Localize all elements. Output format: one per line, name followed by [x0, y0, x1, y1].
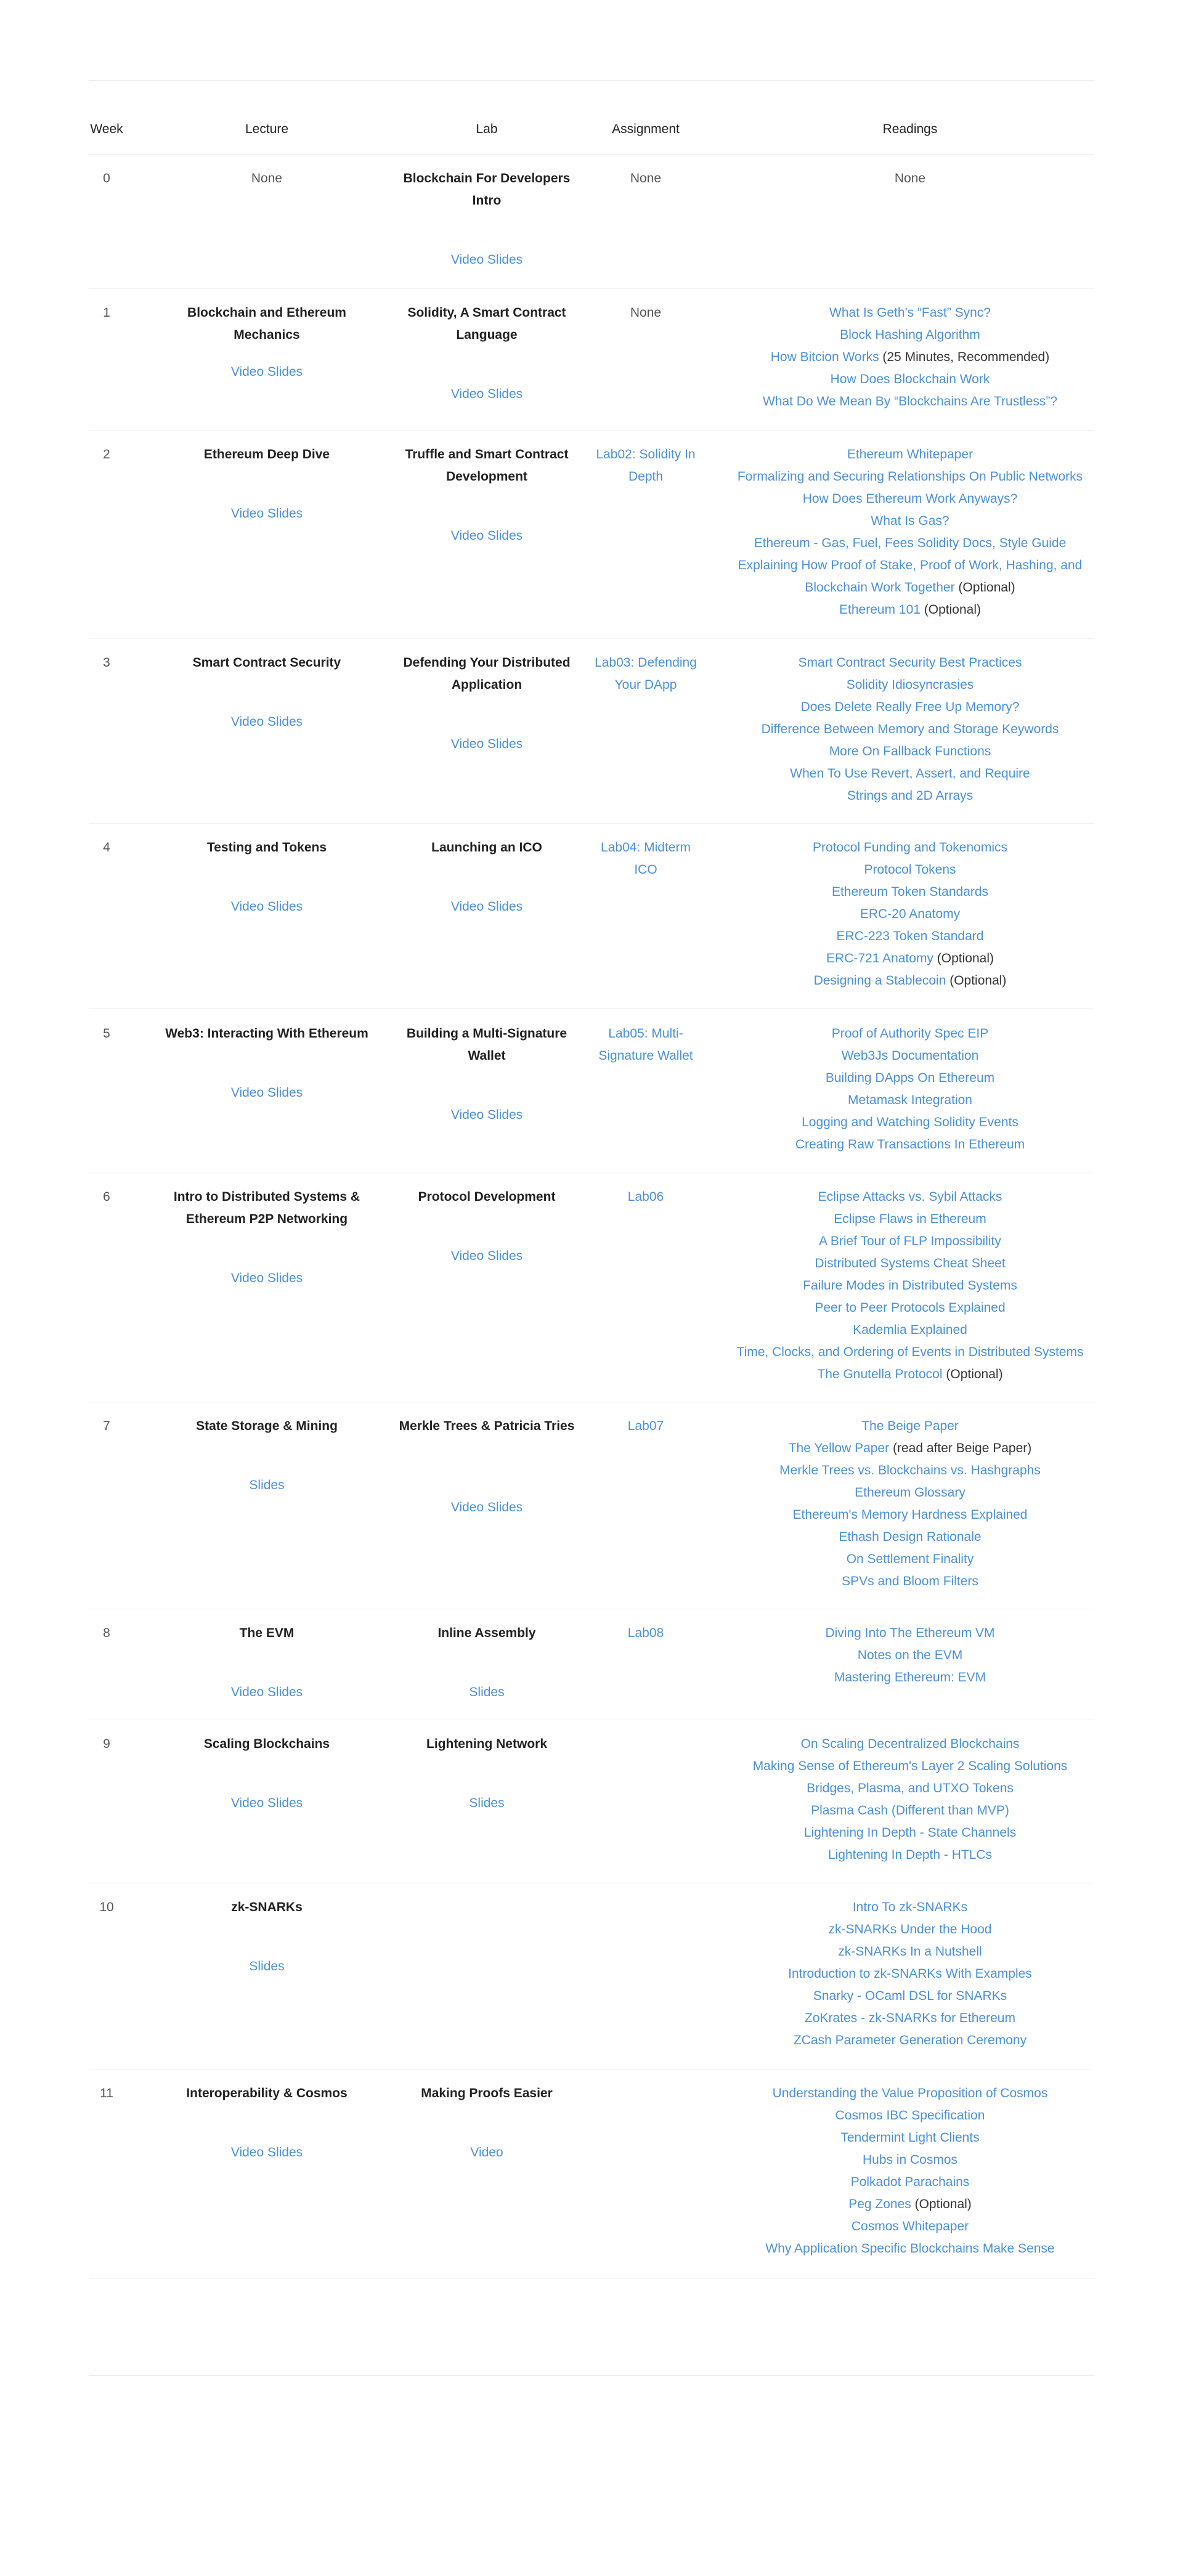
lecture-title: Blockchain and Ethereum Mechanics	[187, 306, 346, 342]
reading-link[interactable]: How Does Blockchain Work	[830, 372, 990, 386]
reading-link[interactable]: Ethereum - Gas, Fuel, Fees Solidity Docs, Style Guide	[754, 536, 1067, 550]
reading-link[interactable]: Distributed Systems Cheat Sheet	[815, 1256, 1006, 1270]
lecture-video-slides-link[interactable]: Slides	[249, 1478, 285, 1492]
reading-link[interactable]: Ethereum's Memory Hardness Explained	[792, 1508, 1028, 1522]
lecture-video-slides-link[interactable]: Video Slides	[230, 365, 303, 379]
lab-title: Defending Your Distributed Application	[403, 656, 571, 692]
week-number: 3	[103, 656, 110, 670]
reading-link[interactable]: What Is Geth's “Fast” Sync?	[829, 306, 991, 320]
lab-video-slides-link[interactable]: Video Slides	[450, 253, 523, 267]
reading-link[interactable]: Difference Between Memory and Storage Keywords	[761, 722, 1059, 736]
reading-item	[713, 346, 1107, 368]
reading-link[interactable]: What Is Gas?	[871, 514, 949, 528]
reading-item	[713, 466, 1107, 488]
header-separator	[89, 154, 1094, 155]
reading-item	[713, 1985, 1107, 2007]
reading-item	[713, 1111, 1107, 1134]
reading-item	[713, 1275, 1107, 1297]
reading-item	[713, 1755, 1107, 1778]
assignment-link[interactable]: Lab05: Multi-Signature Wallet	[598, 1026, 693, 1063]
reading-note: (read after Beige Paper)	[889, 1441, 1032, 1455]
reading-link[interactable]: Logging and Watching Solidity Events	[802, 1115, 1018, 1129]
lecture-video-slides-link[interactable]: Video Slides	[230, 715, 303, 729]
reading-item	[713, 1319, 1107, 1341]
reading-item	[713, 2216, 1107, 2238]
reading-link[interactable]: ERC-721 Anatomy	[826, 951, 933, 965]
row-separator	[89, 2278, 1094, 2279]
reading-item	[713, 1822, 1107, 1844]
readings-list	[713, 1896, 1107, 2052]
week-number: 9	[103, 1737, 110, 1751]
lecture-title: Smart Contract Security	[192, 656, 341, 670]
lecture-video-slides-link[interactable]: Video Slides	[230, 1086, 303, 1100]
lecture-title: Scaling Blockchains	[203, 1737, 330, 1751]
reading-link[interactable]: Strings and 2D Arrays	[847, 789, 974, 803]
reading-link[interactable]: Formalizing and Securing Relationships On Public Networks	[737, 469, 1083, 484]
reading-link[interactable]: Explaining How Proof of Stake, Proof of Work, Hashing, and	[738, 558, 1083, 572]
lab-title: Solidity, A Smart Contract Language	[407, 306, 566, 342]
readings-list	[713, 444, 1107, 621]
readings-list	[713, 1023, 1107, 1156]
reading-link[interactable]: Why Application Specific Blockchains Make Sense	[765, 2241, 1055, 2256]
reading-item	[713, 1570, 1107, 1593]
reading-link[interactable]: Notes on the EVM	[857, 1648, 963, 1662]
reading-item	[713, 718, 1107, 741]
lab-video-slides-link[interactable]: Video Slides	[450, 1249, 523, 1263]
row-separator	[89, 1008, 1094, 1009]
lecture-title: None	[251, 171, 283, 185]
reading-link[interactable]: Polkadot Parachains	[850, 2175, 970, 2189]
readings-list	[713, 302, 1107, 413]
week-number: 5	[103, 1026, 110, 1041]
lecture-title: Testing and Tokens	[206, 840, 327, 855]
reading-link[interactable]: Blockchain Work Together	[805, 580, 955, 595]
reading-item	[713, 674, 1107, 696]
reading-item	[713, 1667, 1107, 1689]
assignment-link[interactable]: Lab06	[627, 1190, 664, 1204]
bottom-divider	[89, 2375, 1094, 2376]
reading-item	[713, 577, 1107, 599]
header-assignment: Assignment	[612, 122, 680, 136]
reading-link[interactable]: SPVs and Bloom Filters	[842, 1574, 978, 1588]
reading-item	[713, 168, 1107, 190]
lecture-title: zk-SNARKs	[231, 1900, 303, 1914]
reading-item	[713, 1733, 1107, 1755]
reading-item	[713, 1089, 1107, 1111]
reading-item	[713, 2149, 1107, 2171]
assignment-link[interactable]: Lab07	[627, 1419, 664, 1433]
reading-item	[713, 1023, 1107, 1045]
reading-link[interactable]: A Brief Tour of FLP Impossibility	[819, 1234, 1001, 1248]
row-separator	[89, 430, 1094, 431]
reading-none: None	[894, 171, 926, 185]
reading-item	[713, 302, 1107, 324]
reading-link[interactable]: zk-SNARKs Under the Hood	[828, 1922, 992, 1936]
reading-item	[713, 696, 1107, 718]
reading-note: (25 Minutes, Recommended)	[879, 350, 1050, 364]
week-number: 6	[103, 1190, 110, 1204]
readings-list	[713, 652, 1107, 807]
reading-link[interactable]: The Beige Paper	[861, 1419, 959, 1433]
reading-item	[713, 1896, 1107, 1919]
reading-item	[713, 1526, 1107, 1548]
reading-item	[713, 1297, 1107, 1319]
reading-link[interactable]: zk-SNARKs In a Nutshell	[838, 1944, 982, 1959]
lecture-title: Ethereum Deep Dive	[203, 447, 330, 461]
lab-title: Merkle Trees & Patricia Tries	[399, 1419, 575, 1433]
reading-link[interactable]: On Settlement Finality	[846, 1552, 974, 1566]
reading-item	[713, 324, 1107, 346]
reading-link[interactable]: Solidity Idiosyncrasies	[846, 678, 974, 692]
lab-title: Making Proofs Easier	[421, 2086, 553, 2100]
reading-item	[713, 1341, 1107, 1363]
reading-link[interactable]: Ethereum Token Standards	[831, 885, 989, 899]
reading-item	[713, 1963, 1107, 1985]
reading-link[interactable]: Does Delete Really Free Up Memory?	[800, 700, 1020, 714]
lab-video-slides-link[interactable]: Video Slides	[450, 1500, 523, 1514]
row-separator	[89, 638, 1094, 639]
reading-link[interactable]: Tendermint Light Clients	[840, 2131, 980, 2145]
lab-video-slides-link[interactable]: Slides	[469, 1685, 505, 1699]
reading-item	[713, 903, 1107, 925]
readings-list	[713, 168, 1107, 190]
reading-link[interactable]: Peer to Peer Protocols Explained	[815, 1301, 1006, 1315]
assignment-none: None	[630, 306, 662, 320]
reading-link[interactable]: ERC-20 Anatomy	[860, 907, 961, 921]
readings-list	[713, 837, 1107, 992]
reading-link[interactable]: Block Hashing Algorithm	[840, 328, 980, 342]
reading-link[interactable]: ERC-223 Token Standard	[836, 929, 984, 943]
lecture-title: Interoperability & Cosmos	[186, 2086, 348, 2100]
lab-title: Truffle and Smart Contract Development	[405, 447, 569, 484]
week-number: 11	[100, 2086, 113, 2100]
reading-item	[713, 2007, 1107, 2030]
assignment-none: None	[630, 171, 662, 185]
reading-link[interactable]: When To Use Revert, Assert, and Require	[790, 766, 1030, 781]
reading-item	[713, 948, 1107, 970]
lab-title: Inline Assembly	[437, 1626, 536, 1640]
reading-item	[713, 881, 1107, 903]
readings-list	[713, 2082, 1107, 2260]
reading-link[interactable]: Ethereum 101	[839, 603, 921, 617]
reading-item	[713, 1941, 1107, 1963]
assignment-link[interactable]: Lab03: Defending Your DApp	[595, 656, 697, 692]
lab-video-slides-link[interactable]: Video Slides	[450, 529, 523, 543]
reading-link[interactable]: Kademlia Explained	[853, 1323, 967, 1337]
reading-item	[713, 1253, 1107, 1275]
reading-item	[713, 1415, 1107, 1437]
lecture-video-slides-link[interactable]: Video Slides	[230, 1796, 303, 1810]
reading-link[interactable]: Web3Js Documentation	[841, 1049, 979, 1063]
reading-link[interactable]: ZCash Parameter Generation Ceremony	[793, 2033, 1027, 2047]
reading-item	[713, 1230, 1107, 1253]
reading-note: (Optional)	[954, 580, 1015, 595]
reading-item	[713, 2105, 1107, 2127]
week-number: 7	[103, 1419, 110, 1433]
reading-link[interactable]: Cosmos IBC Specification	[835, 2108, 985, 2123]
reading-link[interactable]: Mastering Ethereum: EVM	[834, 1670, 986, 1684]
assignment-link[interactable]: Lab04: Midterm ICO	[601, 840, 691, 877]
lab-video-slides-link[interactable]: Video Slides	[450, 900, 523, 914]
week-number: 10	[99, 1900, 114, 1914]
row-separator	[89, 288, 1094, 289]
reading-item	[713, 1437, 1107, 1460]
readings-list	[713, 1733, 1107, 1866]
reading-item	[713, 741, 1107, 763]
lab-video-slides-link[interactable]: Video Slides	[450, 737, 523, 751]
reading-item	[713, 1186, 1107, 1208]
reading-link[interactable]: Peg Zones	[848, 2197, 911, 2211]
reading-link[interactable]: Snarky - OCaml DSL for SNARKs	[813, 1989, 1007, 2003]
reading-link[interactable]: Smart Contract Security Best Practices	[798, 656, 1022, 670]
lab-video-slides-link[interactable]: Slides	[469, 1796, 505, 1810]
reading-link[interactable]: Plasma Cash (Different than MVP)	[811, 1803, 1009, 1818]
reading-item	[713, 532, 1107, 555]
lecture-video-slides-link[interactable]: Video Slides	[230, 1271, 303, 1285]
reading-item	[713, 391, 1107, 413]
week-number: 4	[103, 840, 110, 855]
reading-link[interactable]: Protocol Funding and Tokenomics	[813, 840, 1007, 855]
reading-link[interactable]: Lightening In Depth - HTLCs	[827, 1848, 993, 1862]
reading-link[interactable]: How Bitcion Works	[770, 350, 879, 364]
reading-link[interactable]: Proof of Authority Spec EIP	[831, 1026, 989, 1041]
reading-item	[713, 1800, 1107, 1822]
reading-link[interactable]: Eclipse Attacks vs. Sybil Attacks	[818, 1190, 1002, 1204]
reading-note: (Optional)	[911, 2197, 972, 2211]
reading-item	[713, 555, 1107, 577]
reading-note: (Optional)	[933, 951, 994, 965]
reading-item	[713, 2193, 1107, 2216]
lecture-title: Web3: Interacting With Ethereum	[165, 1026, 368, 1041]
reading-link[interactable]: Metamask Integration	[848, 1093, 972, 1107]
reading-item	[713, 510, 1107, 532]
assignment-link[interactable]: Lab02: Solidity In Depth	[596, 447, 696, 484]
reading-item	[713, 1134, 1107, 1156]
reading-note: (Optional)	[942, 1367, 1003, 1381]
reading-item	[713, 785, 1107, 807]
reading-item	[713, 1504, 1107, 1526]
reading-link[interactable]: ZoKrates - zk-SNARKs for Ethereum	[805, 2011, 1015, 2025]
reading-item	[713, 763, 1107, 785]
reading-link[interactable]: What Do We Mean By “Blockchains Are Trustless”?	[762, 394, 1058, 408]
header-readings: Readings	[882, 122, 938, 136]
reading-item	[713, 1045, 1107, 1067]
reading-item	[713, 368, 1107, 391]
reading-link[interactable]: Creating Raw Transactions In Ethereum	[795, 1137, 1025, 1152]
reading-link[interactable]: Designing a Stablecoin	[813, 973, 946, 988]
lecture-title: The EVM	[239, 1626, 295, 1640]
week-number: 2	[103, 447, 110, 461]
lecture-title: State Storage & Mining	[196, 1419, 338, 1433]
lab-video-slides-link[interactable]: Video Slides	[450, 387, 523, 401]
reading-link[interactable]: Intro To zk-SNARKs	[852, 1900, 968, 1914]
header-lab: Lab	[476, 122, 498, 136]
lab-video-slides-link[interactable]: Video	[470, 2145, 503, 2160]
reading-link[interactable]: Eclipse Flaws in Ethereum	[834, 1212, 986, 1226]
reading-link[interactable]: Merkle Trees vs. Blockchains vs. Hashgraphs	[779, 1463, 1041, 1477]
reading-item	[713, 2171, 1107, 2193]
lecture-video-slides-link[interactable]: Video Slides	[230, 2145, 303, 2160]
lecture-title: Intro to Distributed Systems & Ethereum P2P Networking	[173, 1190, 360, 1226]
reading-link[interactable]: Protocol Tokens	[864, 863, 956, 877]
reading-link[interactable]: Hubs in Cosmos	[862, 2153, 958, 2167]
reading-link[interactable]: Diving Into The Ethereum VM	[825, 1626, 995, 1640]
reading-note: (Optional)	[946, 973, 1007, 988]
reading-item	[713, 444, 1107, 466]
reading-item	[713, 1778, 1107, 1800]
reading-item	[713, 2127, 1107, 2149]
assignment-link[interactable]: Lab08	[627, 1626, 664, 1640]
lab-title: Blockchain For Developers Intro	[403, 171, 571, 208]
readings-list	[713, 1622, 1107, 1689]
reading-item	[713, 1622, 1107, 1644]
reading-item	[713, 1363, 1107, 1386]
lecture-video-slides-link[interactable]: Slides	[249, 1959, 285, 1973]
reading-link[interactable]: On Scaling Decentralized Blockchains	[800, 1737, 1020, 1751]
reading-link[interactable]: Lightening In Depth - State Channels	[803, 1826, 1017, 1840]
week-number: 0	[103, 171, 110, 185]
reading-link[interactable]: Cosmos Whitepaper	[851, 2219, 969, 2233]
top-divider	[89, 80, 1094, 81]
reading-link[interactable]: How Does Ethereum Work Anyways?	[802, 492, 1018, 506]
reading-link[interactable]: Ethash Design Rationale	[839, 1530, 982, 1544]
reading-link[interactable]: Failure Modes in Distributed Systems	[803, 1278, 1017, 1293]
reading-link[interactable]: Bridges, Plasma, and UTXO Tokens	[807, 1781, 1014, 1795]
reading-item	[713, 2030, 1107, 2052]
lab-title: Launching an ICO	[431, 840, 542, 855]
reading-item	[713, 1919, 1107, 1941]
lab-title: Protocol Development	[418, 1190, 556, 1204]
row-separator	[89, 2069, 1094, 2070]
lab-video-slides-link[interactable]: Video Slides	[450, 1108, 523, 1122]
header-week: Week	[90, 122, 123, 136]
reading-item	[713, 837, 1107, 859]
readings-list	[713, 1415, 1107, 1593]
reading-item	[713, 1844, 1107, 1866]
reading-link[interactable]: Time, Clocks, and Ordering of Events in Distributed Systems	[736, 1345, 1084, 1359]
reading-item	[713, 925, 1107, 948]
reading-item	[713, 970, 1107, 992]
reading-item	[713, 652, 1107, 674]
reading-item	[713, 859, 1107, 881]
reading-item	[713, 1548, 1107, 1570]
week-number: 1	[103, 306, 110, 320]
reading-item	[713, 599, 1107, 621]
lecture-video-slides-link[interactable]: Video Slides	[230, 900, 303, 914]
header-lecture: Lecture	[245, 122, 289, 136]
reading-link[interactable]: Introduction to zk-SNARKs With Examples	[788, 1967, 1032, 1981]
reading-link[interactable]: The Yellow Paper	[788, 1441, 890, 1455]
reading-link[interactable]: The Gnutella Protocol	[817, 1367, 943, 1381]
lecture-video-slides-link[interactable]: Video Slides	[230, 506, 303, 521]
reading-item	[713, 488, 1107, 510]
reading-link[interactable]: Ethereum Glossary	[855, 1485, 966, 1500]
reading-item	[713, 2082, 1107, 2105]
readings-list	[713, 1186, 1107, 1386]
reading-item	[713, 1208, 1107, 1230]
reading-item	[713, 1067, 1107, 1089]
lab-title: Lightening Network	[426, 1737, 547, 1751]
reading-item	[713, 1460, 1107, 1482]
reading-link[interactable]: Making Sense of Ethereum's Layer 2 Scaling Solutions	[752, 1759, 1068, 1773]
week-number: 8	[103, 1626, 110, 1640]
reading-item	[713, 1644, 1107, 1667]
reading-link[interactable]: Ethereum Whitepaper	[847, 447, 974, 461]
reading-link[interactable]: Building DApps On Ethereum	[825, 1071, 995, 1085]
reading-item	[713, 2238, 1107, 2260]
reading-link[interactable]: More On Fallback Functions	[829, 744, 991, 758]
row-separator	[89, 823, 1094, 824]
reading-link[interactable]: Understanding the Value Proposition of Cosmos	[772, 2086, 1048, 2100]
lecture-video-slides-link[interactable]: Video Slides	[230, 1685, 303, 1699]
lab-title: Building a Multi-Signature Wallet	[406, 1026, 567, 1063]
reading-item	[713, 1482, 1107, 1504]
reading-note: (Optional)	[920, 603, 981, 617]
